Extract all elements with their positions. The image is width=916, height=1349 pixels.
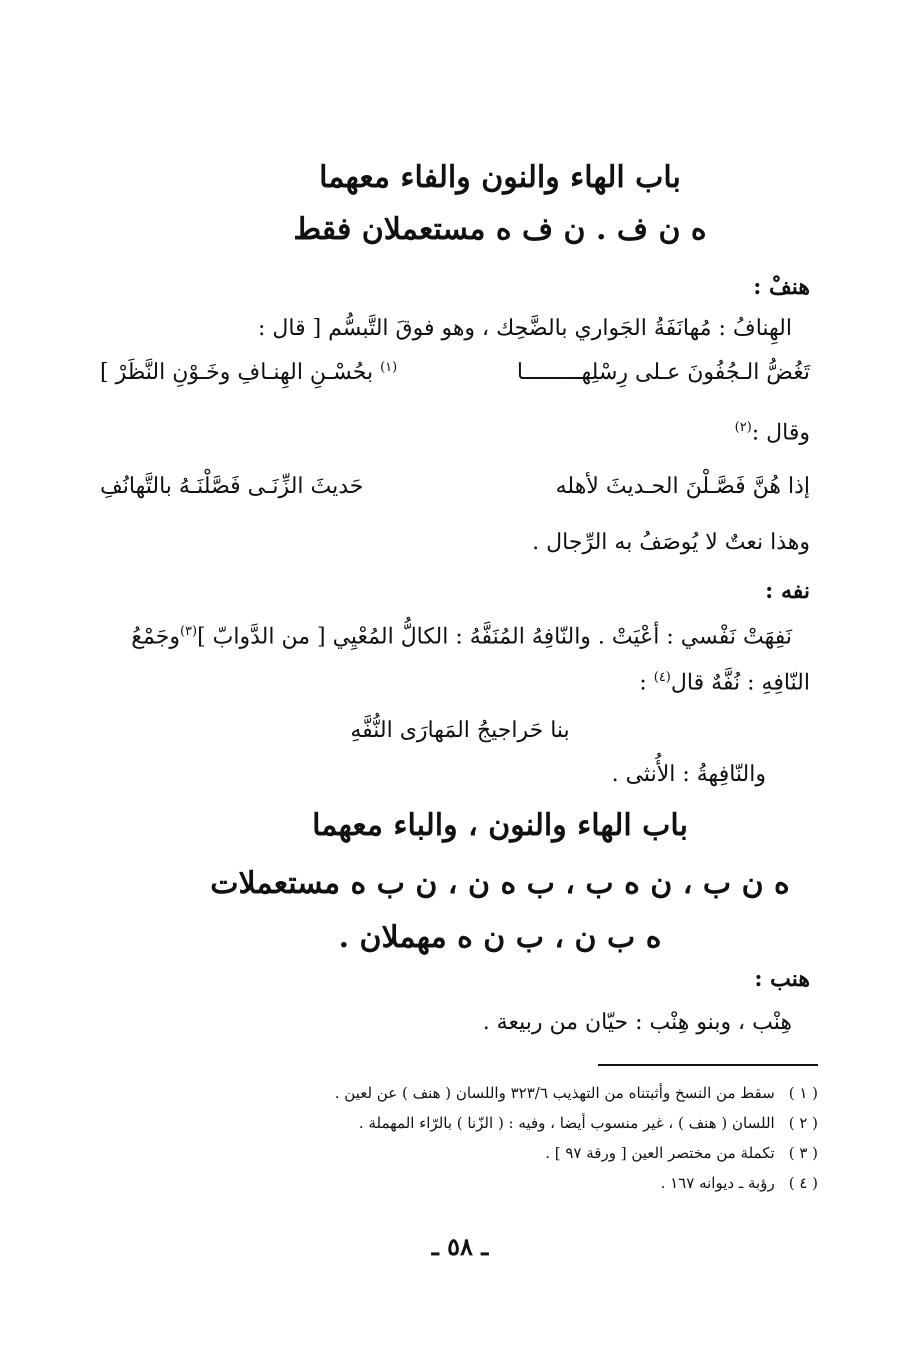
chapter-heading-1-line-1: باب الهاء والنون والفاء معهما [319,160,681,195]
footnote-1 [335,1084,818,1102]
footnote-3-number: ( ٣ ) [788,1144,818,1162]
footnote-2-number: ( ٢ ) [788,1114,818,1132]
paragraph-and-said: وقال :$^{(٢)}$ [734,420,810,446]
footnote-2 [359,1114,818,1132]
footnote-ref-4: (٤) [653,670,671,685]
paragraph-hanaf-definition: الهِنافُ : مُهانَفَةُ الجَواري بالضَّحِك ، وهو فوقَ التَّبسُّم [ قال : [257,316,792,341]
footnote-1-text: سقط من النسخ وأثبتناه من التهذيب ٣٢٣/٦ واللسان ( هنف ) عن لعين . [334,1084,775,1102]
footnote-2-text: اللسان ( هنف ) ، غير منسوب أيضا ، وفيه : ( الزّنا ) بالرّاء المهملة . [358,1114,775,1132]
footnote-1-number: ( ١ ) [788,1084,818,1102]
verse-1-first-hemistich: تَغُضُّ الـجُفُونَ عـلى رِسْلِهـــــــــا [516,360,810,385]
footnote-ref-3: (٣) [179,624,198,639]
footnote-divider [598,1064,818,1066]
chapter-heading-2-line-2: ه ن ب ، ن ه ب ، ب ه ن ، ن ب ه مستعملات [210,866,790,901]
verse-3: بنا حَراجيجُ المَهارَى النُّفَّهِ [350,718,570,743]
verse-2-first-hemistich: إذا هُنَّ فَصَّـلْنَ الحـديثَ لأهله [555,474,810,499]
footnote-4-text: رؤبة ـ ديوانه ١٦٧ . [660,1174,775,1192]
footnote-4 [661,1174,818,1192]
verse-2-second-hemistich: حَديثَ الزِّنَـى فَصَّلْنَـهُ بالتَّهانُفِ [100,474,364,499]
chapter-heading-2-line-3: ه ب ن ، ب ن ه مهملان . [338,920,662,955]
footnote-ref-1: (١) [380,360,398,375]
entry-heading-hanaf: هنفْ : [753,274,810,300]
footnote-4-number: ( ٤ ) [788,1174,818,1192]
footnote-3-text: تكملة من مختصر العين [ ورقة ٩٧ ] . [545,1144,775,1162]
footnote-3 [545,1144,818,1162]
entry-heading-hanab: هنب : [754,966,810,992]
footnote-ref-2: (٢) [734,420,752,435]
paragraph-female: والنّافِهةُ : الأُنثى . [611,762,766,787]
page-number: ـ ٥٨ ـ [431,1232,489,1261]
paragraph-hanab-definition: هِنْب ، وبنو هِنْب : حيّان من ربيعة . [482,1010,792,1035]
paragraph-nafah-plural: النّافِهِ : نُفَّهٌ قال$^{(٤)}$ : [639,670,810,696]
paragraph-description: وهذا نعتٌ لا يُوصَفُ به الرِّجال . [532,530,810,555]
paragraph-nafah-definition: نَفِهَتْ نَفْسي : أعْيَتْ . والنّافِهُ المُنَفَّهُ : الكالُّ المُعْيِي [ من الدَّوابّ ]$^{(٣)}$وجَمْعُ [131,624,792,650]
chapter-heading-2-line-1: باب الهاء والنون ، والباء معهما [312,808,688,843]
entry-heading-nafah: نفه : [765,578,810,604]
chapter-heading-1-line-2: ه ن ف . ن ف ه مستعملان فقط [293,212,707,247]
verse-1-second-hemistich: $^{(١)}$ بحُسْـنِ الهِنـافِ وخَـوْنِ النَّظَرْ ] [100,360,398,386]
